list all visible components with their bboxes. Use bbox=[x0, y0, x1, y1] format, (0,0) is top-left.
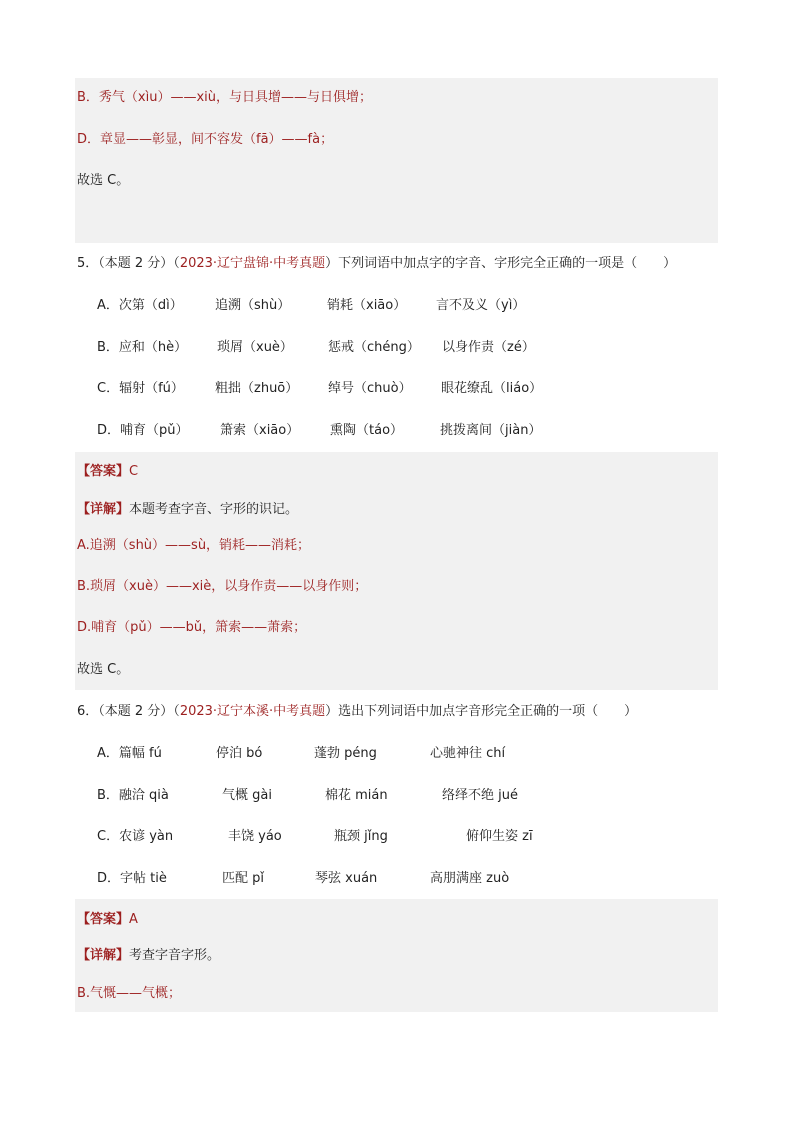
q5-detail-a: A.追溯（shù）——sù，销耗——消耗； bbox=[77, 538, 311, 553]
q5-detail-d: D.哺育（pǔ）——bǔ，箫索——萧索； bbox=[77, 620, 307, 635]
q5-source: 2023·辽宁盘锦·中考真题 bbox=[179, 256, 326, 271]
q5-option-d2: 箫索（xiāo） bbox=[220, 423, 300, 438]
q5-option-b1: B．应和（hè） bbox=[97, 340, 188, 355]
q6-option-d3: 琴弦 xuán bbox=[315, 871, 378, 886]
q6-option-a4: 心驰神往 chí bbox=[430, 746, 506, 761]
q6-stem-tail: ）选出下列词语中加点字音形完全正确的一项（ ） bbox=[325, 704, 638, 719]
q5-option-a4: 言不及义（yì） bbox=[436, 298, 526, 313]
q5-explain-label: 【详解】 bbox=[77, 502, 130, 517]
q5-answer-block bbox=[75, 452, 718, 690]
prev-detail-b: B．秀气（xìu）——xiù，与日具增——与日俱增； bbox=[77, 90, 373, 105]
q6-stem-head: 6．（本题 2 分）（ bbox=[77, 704, 180, 719]
q6-option-b1: B．融洽 qià bbox=[97, 788, 169, 803]
q5-answer-label: 【答案】 bbox=[77, 464, 130, 479]
q5-option-c2: 粗拙（zhuō） bbox=[215, 381, 299, 396]
q6-answer: A bbox=[129, 912, 138, 927]
q6-explain-line bbox=[77, 946, 220, 966]
q5-option-c1: C．辐射（fú） bbox=[97, 381, 184, 396]
q6-option-c2: 丰饶 yáo bbox=[228, 829, 282, 844]
q6-answer-label: 【答案】 bbox=[77, 912, 130, 927]
q6-option-d1: D．字帖 tiè bbox=[97, 871, 167, 886]
q5-option-d1: D．哺育（pǔ） bbox=[97, 423, 189, 438]
q6-option-a2: 停泊 bó bbox=[216, 746, 263, 761]
q5-stem bbox=[77, 254, 676, 274]
q6-stem bbox=[77, 702, 637, 722]
q5-option-a1: A．次第（dì） bbox=[97, 298, 183, 313]
q5-option-a2: 追溯（shù） bbox=[215, 298, 291, 313]
prev-conclusion: 故选 C。 bbox=[77, 173, 130, 188]
q5-stem-head: 5．（本题 2 分）（ bbox=[77, 256, 180, 271]
q5-answer: C bbox=[129, 464, 139, 479]
q6-source: 2023·辽宁本溪·中考真题 bbox=[179, 704, 326, 719]
q6-option-c1: C．农谚 yàn bbox=[97, 829, 174, 844]
q5-option-d3: 熏陶（táo） bbox=[330, 423, 404, 438]
q6-option-d2: 匹配 pǐ bbox=[222, 871, 264, 886]
q6-option-c4: 俯仰生姿 zī bbox=[466, 829, 533, 844]
q6-explain-label: 【详解】 bbox=[77, 948, 130, 963]
q5-option-d4: 挑拨离间（jiàn） bbox=[440, 423, 542, 438]
q5-conclusion: 故选 C。 bbox=[77, 662, 130, 677]
q5-explain-line bbox=[77, 500, 298, 520]
prev-detail-d: D．章显——彰显，间不容发（fā）——fà； bbox=[77, 132, 334, 147]
q5-stem-tail: ）下列词语中加点字的字音、字形完全正确的一项是（ ） bbox=[325, 256, 677, 271]
q5-answer-line bbox=[77, 462, 138, 482]
q5-option-c4: 眼花缭乱（liáo） bbox=[441, 381, 543, 396]
q6-option-a1: A．篇幅 fú bbox=[97, 746, 162, 761]
q6-option-b3: 棉花 mián bbox=[325, 788, 388, 803]
q6-answer-line bbox=[77, 910, 138, 930]
q6-explain: 考查字音字形。 bbox=[129, 948, 221, 963]
q5-detail-b: B.琐屑（xuè）——xiè，以身作责——以身作则； bbox=[77, 579, 368, 594]
q5-option-b4: 以身作责（zé） bbox=[442, 340, 535, 355]
q5-option-b3: 惩戒（chéng） bbox=[328, 340, 420, 355]
q5-explain: 本题考查字音、字形的识记。 bbox=[129, 502, 299, 517]
q6-detail-b: B.气慨——气概； bbox=[77, 986, 182, 1001]
q6-option-a3: 蓬勃 péng bbox=[314, 746, 377, 761]
q6-option-d4: 高朋满座 zuò bbox=[430, 871, 510, 886]
q6-option-c3: 瓶颈 jǐng bbox=[334, 829, 388, 844]
q5-option-c3: 绰号（chuò） bbox=[328, 381, 412, 396]
q5-option-b2: 琐屑（xuè） bbox=[217, 340, 293, 355]
q5-option-a3: 销耗（xiāo） bbox=[327, 298, 407, 313]
q6-option-b4: 络绎不绝 jué bbox=[442, 788, 518, 803]
q6-option-b2: 气概 gài bbox=[222, 788, 272, 803]
